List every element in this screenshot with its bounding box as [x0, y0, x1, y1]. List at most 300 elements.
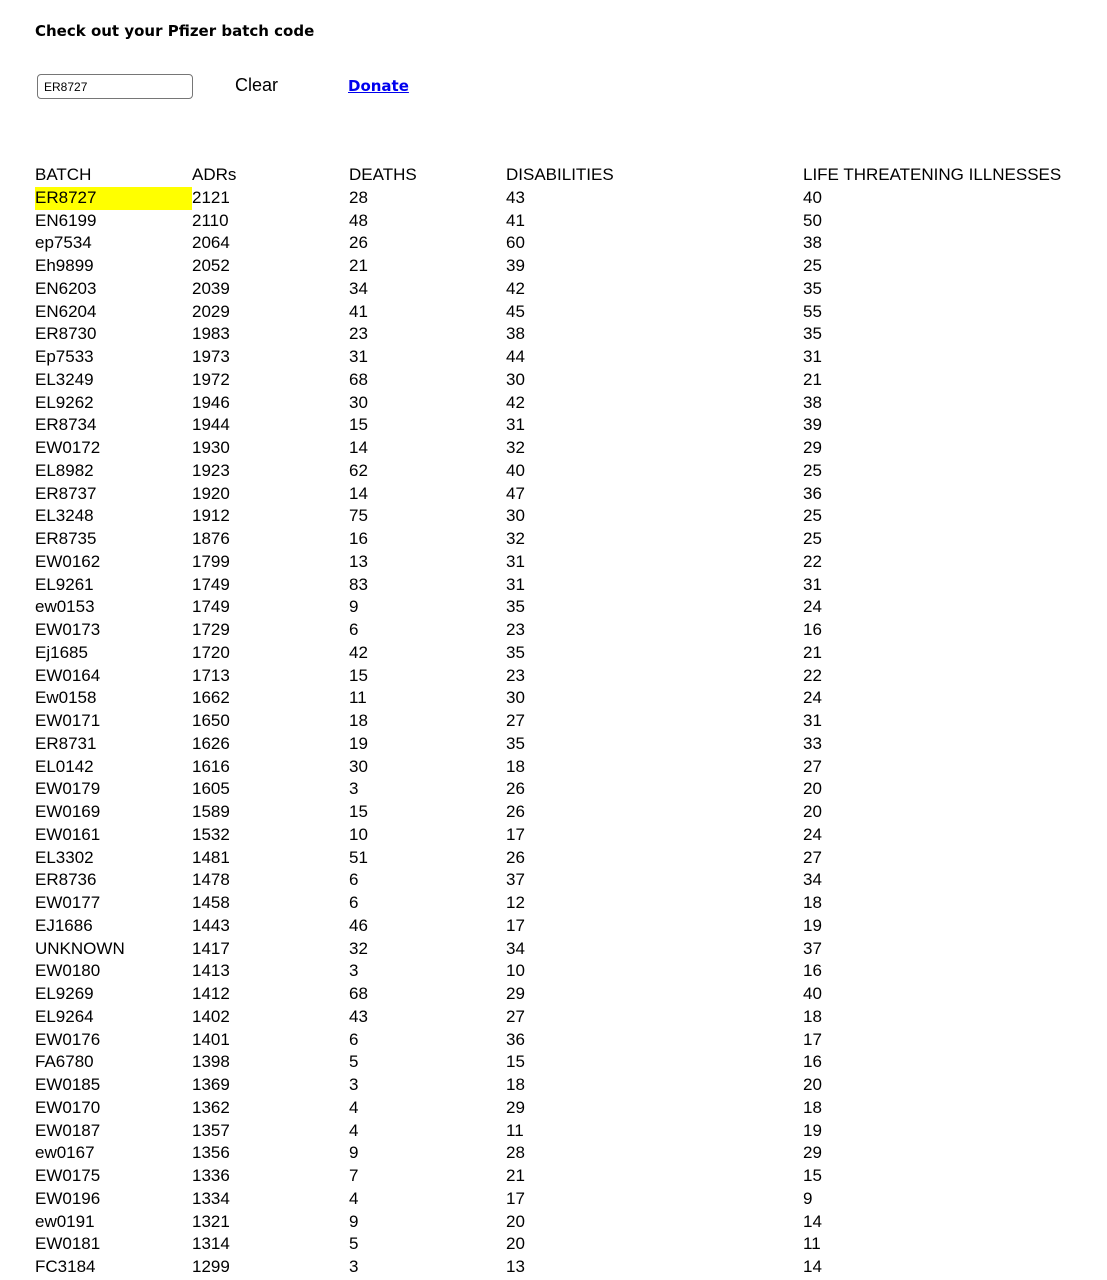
- table-row: [35, 210, 1068, 233]
- deaths-cell: 5: [349, 1234, 359, 1254]
- adrs-cell: 1876: [192, 529, 230, 548]
- adrs-cell: 1920: [192, 483, 230, 503]
- batch-search-input[interactable]: [37, 74, 193, 99]
- table-row: [35, 960, 1068, 983]
- deaths-cell: 75: [349, 506, 368, 526]
- table-row: [35, 824, 1068, 847]
- table-row: [35, 983, 1068, 1006]
- adrs-cell: 1605: [192, 779, 230, 799]
- life-threatening-cell: 40: [803, 187, 822, 207]
- batch-cell: ew0167: [35, 1143, 95, 1163]
- deaths-cell: 11: [349, 688, 367, 708]
- deaths-cell: 32: [349, 938, 368, 958]
- adrs-cell: 1398: [192, 1052, 230, 1072]
- batch-cell: EW0161: [35, 824, 101, 844]
- batch-cell: ew0191: [35, 1211, 95, 1231]
- adrs-cell: 1973: [192, 347, 230, 366]
- life-threatening-cell: 36: [803, 483, 822, 503]
- disabilities-cell: 17: [506, 915, 525, 935]
- disabilities-cell: 31: [506, 415, 525, 435]
- batch-cell: FC3184: [35, 1257, 96, 1276]
- batch-cell: Eh9899: [35, 256, 94, 275]
- batch-cell: EL3249: [35, 369, 94, 389]
- clear-button[interactable]: Clear: [235, 75, 279, 95]
- table-row: [35, 756, 1068, 779]
- deaths-cell: 6: [349, 893, 359, 912]
- life-threatening-cell: 16: [803, 961, 822, 981]
- deaths-cell: 4: [349, 1120, 359, 1140]
- adrs-cell: 1616: [192, 756, 230, 776]
- life-threatening-cell: 9: [803, 1188, 813, 1208]
- batch-cell: ER8735: [35, 529, 97, 548]
- disabilities-cell: 42: [506, 278, 525, 298]
- table-row: [35, 1256, 1068, 1279]
- adrs-cell: 1369: [192, 1075, 230, 1094]
- adrs-cell: 1401: [192, 1029, 230, 1049]
- disabilities-cell: 26: [506, 779, 525, 799]
- life-threatening-cell: 24: [803, 824, 822, 844]
- batch-cell: EJ1686: [35, 915, 93, 935]
- disabilities-cell: 21: [506, 1166, 525, 1185]
- adrs-cell: 1749: [192, 574, 230, 594]
- deaths-cell: 48: [349, 210, 368, 230]
- disabilities-cell: 39: [506, 256, 525, 275]
- table-row: [35, 1233, 1068, 1256]
- deaths-cell: 23: [349, 324, 368, 344]
- table-row: [35, 369, 1068, 392]
- deaths-cell: 13: [349, 551, 368, 571]
- adrs-cell: 1749: [192, 597, 230, 617]
- adrs-cell: 1930: [192, 438, 230, 457]
- deaths-cell: 16: [349, 529, 368, 548]
- batch-cell: EN6204: [35, 301, 97, 321]
- disabilities-cell: 27: [506, 711, 525, 730]
- deaths-cell: 28: [349, 187, 368, 207]
- batch-cell: EL8982: [35, 460, 94, 480]
- disabilities-cell: 17: [506, 1188, 525, 1208]
- batch-cell: EL9261: [35, 574, 94, 594]
- table-row: [35, 460, 1068, 483]
- disabilities-cell: 36: [506, 1029, 525, 1049]
- deaths-cell: 4: [349, 1097, 359, 1117]
- adrs-cell: 1972: [192, 369, 230, 389]
- life-threatening-cell: 38: [803, 392, 822, 412]
- batch-cell: EW0173: [35, 620, 101, 639]
- batch-cell: ep7534: [35, 233, 92, 253]
- deaths-cell: 3: [349, 1257, 359, 1276]
- deaths-cell: 3: [349, 961, 359, 981]
- adrs-cell: 1356: [192, 1143, 230, 1163]
- life-threatening-cell: 21: [803, 369, 822, 389]
- life-threatening-cell: 18: [803, 893, 822, 912]
- table-row: [35, 1029, 1068, 1052]
- disabilities-cell: 35: [506, 597, 525, 617]
- life-threatening-cell: 31: [803, 711, 822, 730]
- deaths-cell: 19: [349, 733, 368, 753]
- deaths-cell: 15: [349, 665, 368, 685]
- disabilities-cell: 23: [506, 620, 525, 639]
- batch-cell: EW0169: [35, 802, 101, 821]
- adrs-cell: 1713: [192, 665, 230, 685]
- adrs-cell: 1362: [192, 1097, 230, 1117]
- deaths-cell: 6: [349, 1029, 359, 1049]
- life-threatening-cell: 38: [803, 233, 822, 253]
- deaths-cell: 41: [349, 301, 368, 321]
- batch-cell: EL3248: [35, 506, 94, 526]
- disabilities-cell: 40: [506, 460, 525, 480]
- life-threatening-cell: 27: [803, 756, 822, 776]
- adrs-cell: 1412: [192, 984, 230, 1003]
- batch-cell: Ew0158: [35, 688, 97, 708]
- adrs-cell: 1589: [192, 802, 230, 821]
- life-threatening-cell: 35: [803, 324, 822, 344]
- batch-cell: FA6780: [35, 1052, 94, 1072]
- deaths-cell: 10: [349, 824, 368, 844]
- batch-cell: ER8736: [35, 870, 97, 890]
- adrs-cell: 1458: [192, 893, 230, 912]
- disabilities-cell: 30: [506, 369, 525, 389]
- batch-cell: ew0153: [35, 597, 95, 617]
- header-batch: BATCH: [35, 165, 92, 184]
- batch-cell: EW0185: [35, 1075, 101, 1094]
- table-row: [35, 869, 1068, 892]
- table-row: [35, 1097, 1068, 1120]
- disabilities-cell: 20: [506, 1234, 525, 1254]
- life-threatening-cell: 11: [803, 1234, 821, 1254]
- deaths-cell: 62: [349, 460, 368, 480]
- disabilities-cell: 11: [506, 1120, 524, 1140]
- disabilities-cell: 35: [506, 642, 525, 662]
- table-row: [35, 710, 1068, 733]
- adrs-cell: 1532: [192, 824, 230, 844]
- deaths-cell: 6: [349, 620, 359, 639]
- deaths-cell: 15: [349, 802, 368, 821]
- table-row: [35, 551, 1068, 574]
- batch-results-table: [35, 164, 1068, 1279]
- table-row: [35, 801, 1068, 824]
- table-row: [35, 1165, 1068, 1188]
- table-row: [35, 392, 1068, 415]
- disabilities-cell: 29: [506, 1097, 525, 1117]
- table-row: [35, 1006, 1068, 1029]
- deaths-cell: 21: [349, 256, 368, 275]
- table-row: [35, 278, 1068, 301]
- disabilities-cell: 60: [506, 233, 525, 253]
- disabilities-cell: 37: [506, 870, 525, 890]
- adrs-cell: 1334: [192, 1188, 230, 1208]
- table-row: [35, 1188, 1068, 1211]
- adrs-cell: 1662: [192, 688, 230, 708]
- deaths-cell: 4: [349, 1188, 359, 1208]
- life-threatening-cell: 31: [803, 574, 822, 594]
- batch-cell: EL3302: [35, 847, 94, 867]
- batch-cell: EL9269: [35, 984, 94, 1003]
- batch-cell: EW0164: [35, 665, 101, 685]
- table-row: [35, 232, 1068, 255]
- batch-cell: ER8737: [35, 483, 97, 503]
- life-threatening-cell: 25: [803, 256, 822, 275]
- life-threatening-cell: 20: [803, 802, 822, 821]
- disabilities-cell: 31: [506, 551, 525, 571]
- life-threatening-cell: 22: [803, 551, 822, 571]
- life-threatening-cell: 27: [803, 847, 822, 867]
- table-row: [35, 733, 1068, 756]
- batch-cell: EW0196: [35, 1188, 101, 1208]
- disabilities-cell: 30: [506, 688, 525, 708]
- table-row: [35, 1211, 1068, 1234]
- deaths-cell: 43: [349, 1006, 368, 1026]
- disabilities-cell: 35: [506, 733, 525, 753]
- adrs-cell: 1944: [192, 415, 230, 435]
- batch-cell: EL0142: [35, 756, 94, 776]
- disabilities-cell: 15: [506, 1052, 525, 1072]
- table-row: [35, 346, 1068, 369]
- life-threatening-cell: 34: [803, 870, 822, 890]
- deaths-cell: 83: [349, 574, 368, 594]
- disabilities-cell: 20: [506, 1211, 525, 1231]
- disabilities-cell: 17: [506, 824, 525, 844]
- deaths-cell: 68: [349, 984, 368, 1003]
- adrs-cell: 1413: [192, 961, 230, 981]
- adrs-cell: 1946: [192, 392, 230, 412]
- table-row: [35, 483, 1068, 506]
- life-threatening-cell: 16: [803, 620, 822, 639]
- disabilities-cell: 13: [506, 1257, 525, 1276]
- table-row: [35, 301, 1068, 324]
- table-row: [35, 1074, 1068, 1097]
- table-row: [35, 414, 1068, 437]
- life-threatening-cell: 16: [803, 1052, 822, 1072]
- batch-cell: Ej1685: [35, 642, 88, 662]
- header-life-threatening: LIFE THREATENING ILLNESSES: [803, 165, 1062, 184]
- disabilities-cell: 29: [506, 984, 525, 1003]
- life-threatening-cell: 29: [803, 1143, 822, 1163]
- deaths-cell: 6: [349, 870, 359, 890]
- adrs-cell: 1299: [192, 1257, 230, 1276]
- disabilities-cell: 41: [506, 210, 525, 230]
- disabilities-cell: 38: [506, 324, 525, 344]
- table-row: [35, 778, 1068, 801]
- adrs-cell: 1336: [192, 1166, 230, 1185]
- table-row: [35, 1142, 1068, 1165]
- deaths-cell: 14: [349, 483, 368, 503]
- deaths-cell: 15: [349, 415, 368, 435]
- adrs-cell: 1720: [192, 642, 230, 662]
- page-title: Check out your Pfizer batch code: [35, 22, 315, 40]
- table-row: [35, 665, 1068, 688]
- adrs-cell: 1417: [192, 938, 230, 958]
- disabilities-cell: 30: [506, 506, 525, 526]
- adrs-cell: 1402: [192, 1006, 230, 1026]
- disabilities-cell: 45: [506, 301, 525, 321]
- adrs-cell: 2064: [192, 233, 230, 253]
- header-row: [35, 164, 1068, 187]
- life-threatening-cell: 19: [803, 1120, 822, 1140]
- batch-cell: EW0171: [35, 711, 101, 730]
- batch-cell: EW0187: [35, 1120, 101, 1140]
- deaths-cell: 46: [349, 915, 368, 935]
- table-row: [35, 528, 1068, 551]
- disabilities-cell: 31: [506, 574, 525, 594]
- adrs-cell: 2029: [192, 301, 230, 321]
- life-threatening-cell: 15: [803, 1166, 822, 1185]
- table-row: [35, 915, 1068, 938]
- header-adrs: ADRs: [192, 165, 237, 184]
- deaths-cell: 18: [349, 711, 368, 730]
- deaths-cell: 9: [349, 1211, 359, 1231]
- batch-cell: ER8734: [35, 415, 97, 435]
- disabilities-cell: 44: [506, 347, 525, 366]
- table-row: [35, 596, 1068, 619]
- life-threatening-cell: 40: [803, 984, 822, 1003]
- batch-cell: EW0180: [35, 961, 101, 981]
- deaths-cell: 30: [349, 392, 368, 412]
- life-threatening-cell: 20: [803, 1075, 822, 1094]
- deaths-cell: 42: [349, 642, 368, 662]
- table-row: [35, 323, 1068, 346]
- batch-cell: EW0172: [35, 438, 101, 457]
- adrs-cell: 1314: [192, 1234, 230, 1254]
- disabilities-cell: 12: [506, 893, 525, 912]
- table-header: [35, 164, 1068, 187]
- life-threatening-cell: 35: [803, 278, 822, 298]
- batch-cell: EW0179: [35, 779, 101, 799]
- table-row: [35, 847, 1068, 870]
- batch-cell: ER8730: [35, 324, 97, 344]
- deaths-cell: 30: [349, 756, 368, 776]
- life-threatening-cell: 25: [803, 460, 822, 480]
- batch-cell: ER8727: [35, 187, 192, 210]
- table-row: [35, 892, 1068, 915]
- disabilities-cell: 34: [506, 938, 525, 958]
- deaths-cell: 31: [349, 347, 368, 366]
- deaths-cell: 5: [349, 1052, 359, 1072]
- adrs-cell: 1626: [192, 733, 230, 753]
- adrs-cell: 1729: [192, 620, 230, 639]
- batch-cell: EL9262: [35, 392, 94, 412]
- deaths-cell: 34: [349, 278, 368, 298]
- table-row: [35, 437, 1068, 460]
- life-threatening-cell: 21: [803, 642, 822, 662]
- adrs-cell: 1478: [192, 870, 230, 890]
- disabilities-cell: 26: [506, 802, 525, 821]
- disabilities-cell: 26: [506, 847, 525, 867]
- adrs-cell: 1912: [192, 506, 230, 526]
- table-row: [35, 1051, 1068, 1074]
- batch-cell: ER8731: [35, 733, 97, 753]
- batch-cell: EW0175: [35, 1166, 101, 1185]
- life-threatening-cell: 24: [803, 597, 822, 617]
- life-threatening-cell: 31: [803, 347, 822, 366]
- life-threatening-cell: 29: [803, 438, 822, 457]
- table-row: [35, 1120, 1068, 1143]
- batch-cell: EW0181: [35, 1234, 101, 1254]
- adrs-cell: 1443: [192, 915, 230, 935]
- disabilities-cell: 32: [506, 438, 525, 457]
- disabilities-cell: 18: [506, 1075, 525, 1094]
- life-threatening-cell: 24: [803, 688, 822, 708]
- life-threatening-cell: 14: [803, 1211, 822, 1231]
- life-threatening-cell: 25: [803, 506, 822, 526]
- life-threatening-cell: 25: [803, 529, 822, 548]
- table-row: [35, 255, 1068, 278]
- disabilities-cell: 32: [506, 529, 525, 548]
- life-threatening-cell: 18: [803, 1097, 822, 1117]
- adrs-cell: 2121: [192, 187, 230, 207]
- adrs-cell: 1650: [192, 711, 230, 730]
- batch-cell: EW0177: [35, 893, 101, 912]
- life-threatening-cell: 20: [803, 779, 822, 799]
- life-threatening-cell: 39: [803, 415, 822, 435]
- deaths-cell: 9: [349, 597, 359, 617]
- deaths-cell: 68: [349, 369, 368, 389]
- life-threatening-cell: 17: [803, 1029, 822, 1049]
- deaths-cell: 7: [349, 1166, 359, 1185]
- life-threatening-cell: 14: [803, 1257, 822, 1276]
- disabilities-cell: 23: [506, 665, 525, 685]
- batch-cell: EW0176: [35, 1029, 101, 1049]
- adrs-cell: 1321: [192, 1211, 230, 1231]
- disabilities-cell: 47: [506, 483, 525, 503]
- life-threatening-cell: 19: [803, 915, 822, 935]
- table-row: [35, 642, 1068, 665]
- life-threatening-cell: 22: [803, 665, 822, 685]
- adrs-cell: 2039: [192, 278, 230, 298]
- table-row: [35, 574, 1068, 597]
- deaths-cell: 3: [349, 779, 359, 799]
- table-row: [35, 938, 1068, 961]
- deaths-cell: 9: [349, 1143, 359, 1163]
- batch-cell: EW0162: [35, 551, 101, 571]
- table-row: [35, 505, 1068, 528]
- deaths-cell: 14: [349, 438, 368, 457]
- batch-cell: EW0170: [35, 1097, 101, 1117]
- life-threatening-cell: 55: [803, 301, 822, 321]
- table-row: [35, 187, 1068, 210]
- adrs-cell: 1357: [192, 1120, 230, 1140]
- batch-cell: Ep7533: [35, 347, 94, 366]
- table-body: [35, 187, 1068, 1279]
- adrs-cell: 2110: [192, 210, 229, 230]
- disabilities-cell: 27: [506, 1006, 525, 1026]
- header-disabilities: DISABILITIES: [506, 165, 614, 184]
- batch-cell: EN6203: [35, 278, 97, 298]
- disabilities-cell: 10: [506, 961, 525, 981]
- table-row: [35, 619, 1068, 642]
- batch-cell: UNKNOWN: [35, 938, 125, 958]
- disabilities-cell: 18: [506, 756, 525, 776]
- deaths-cell: 26: [349, 233, 368, 253]
- adrs-cell: 2052: [192, 256, 230, 275]
- donate-link[interactable]: Donate: [348, 77, 409, 95]
- header-deaths: DEATHS: [349, 165, 417, 184]
- disabilities-cell: 43: [506, 187, 525, 207]
- batch-cell: EN6199: [35, 210, 97, 230]
- table-row: [35, 687, 1068, 710]
- adrs-cell: 1923: [192, 460, 230, 480]
- adrs-cell: 1481: [192, 847, 230, 867]
- batch-cell: EL9264: [35, 1006, 94, 1026]
- adrs-cell: 1983: [192, 324, 230, 344]
- life-threatening-cell: 50: [803, 210, 822, 230]
- disabilities-cell: 28: [506, 1143, 525, 1163]
- life-threatening-cell: 18: [803, 1006, 822, 1026]
- life-threatening-cell: 37: [803, 938, 822, 958]
- adrs-cell: 1799: [192, 551, 230, 571]
- deaths-cell: 3: [349, 1075, 359, 1094]
- life-threatening-cell: 33: [803, 733, 822, 753]
- deaths-cell: 51: [349, 847, 368, 867]
